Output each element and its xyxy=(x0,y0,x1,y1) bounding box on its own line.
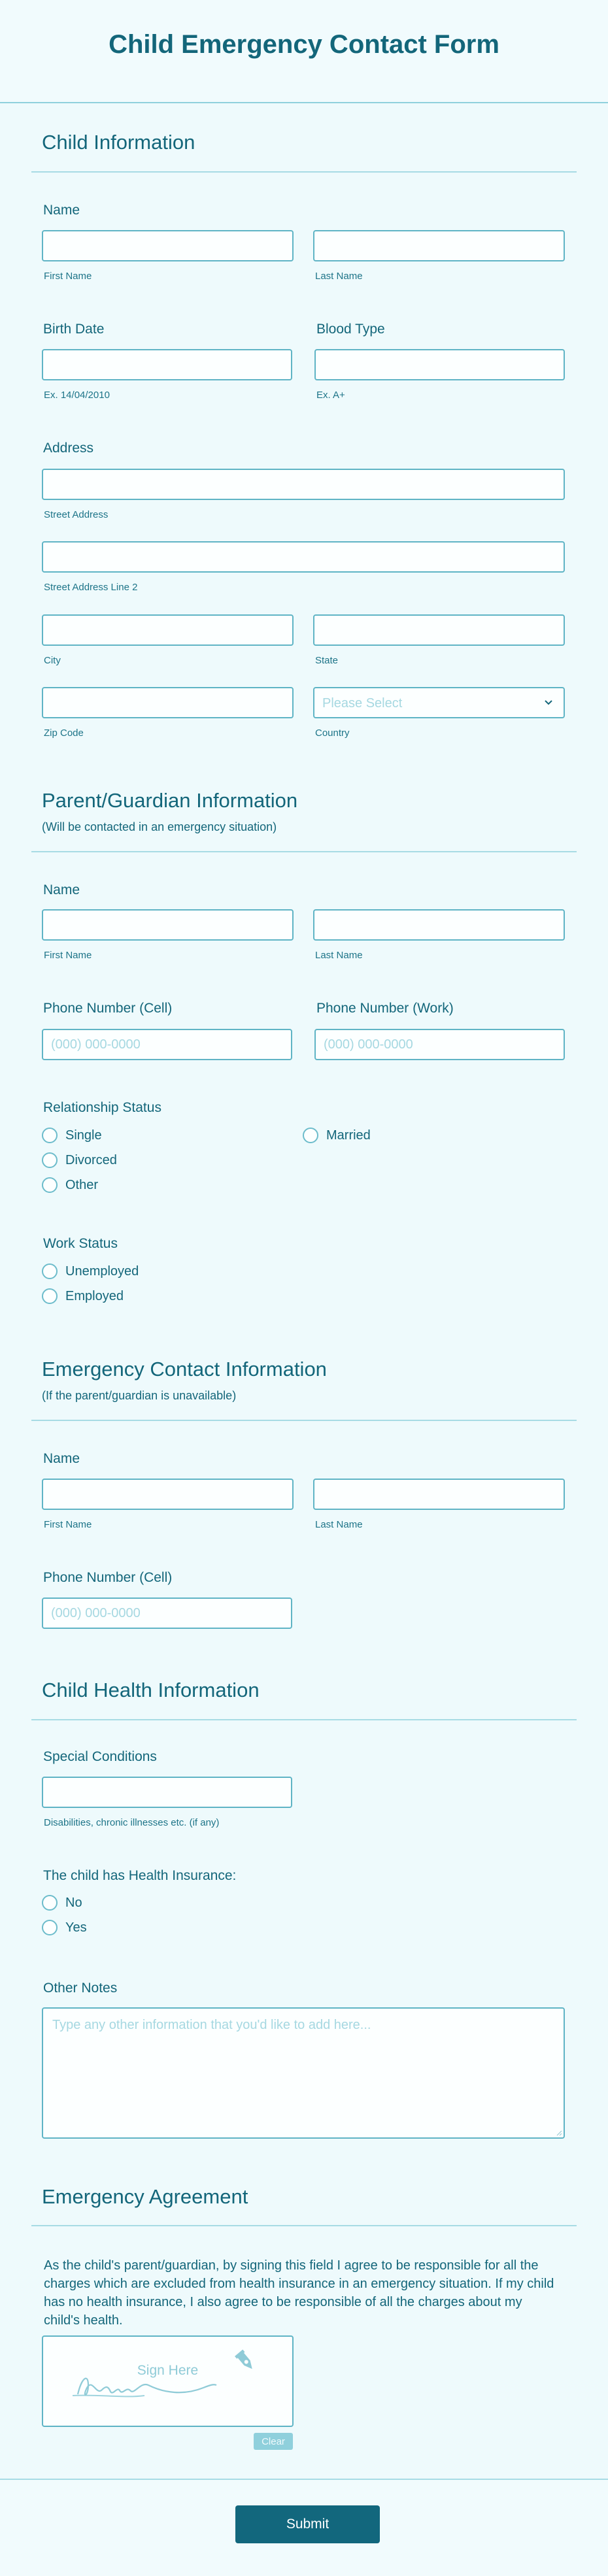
child-first-name-sublabel: First Name xyxy=(44,271,92,282)
radio-circle[interactable] xyxy=(42,1128,58,1143)
parent-phone-cell-label: Phone Number (Cell) xyxy=(43,1001,173,1016)
birth-date-label: Birth Date xyxy=(43,322,105,337)
city-input[interactable] xyxy=(42,614,294,646)
child-name-label: Name xyxy=(43,203,80,218)
radio-label: Married xyxy=(326,1128,371,1143)
child-section-divider xyxy=(31,171,577,173)
parent-phone-work-label: Phone Number (Work) xyxy=(316,1001,454,1016)
parent-section-divider xyxy=(31,851,577,852)
birth-date-input[interactable] xyxy=(42,349,292,380)
relationship-option-other[interactable] xyxy=(42,1177,98,1193)
state-sublabel: State xyxy=(315,655,339,666)
relationship-option-married[interactable] xyxy=(303,1128,371,1143)
radio-circle[interactable] xyxy=(42,1263,58,1279)
blood-type-label: Blood Type xyxy=(316,322,385,337)
street-address-2-sublabel: Street Address Line 2 xyxy=(44,582,138,593)
other-notes-textarea[interactable] xyxy=(42,2007,565,2139)
sign-here-label: Sign Here xyxy=(137,2363,199,2378)
state-input[interactable] xyxy=(313,614,565,646)
agreement-section-divider xyxy=(31,2225,577,2226)
blood-type-sublabel: Ex. A+ xyxy=(316,390,345,401)
relationship-option-divorced[interactable] xyxy=(42,1152,117,1168)
child-last-name-input[interactable] xyxy=(313,230,565,261)
signature-pad[interactable] xyxy=(42,2335,294,2427)
zip-code-sublabel: Zip Code xyxy=(44,728,84,739)
country-select-placeholder: Please Select xyxy=(322,696,403,711)
radio-circle[interactable] xyxy=(42,1177,58,1193)
submit-button[interactable]: Submit xyxy=(235,2505,380,2543)
parent-first-name-input[interactable] xyxy=(42,909,294,941)
city-sublabel: City xyxy=(44,655,61,666)
insurance-option-no[interactable] xyxy=(42,1895,82,1911)
emergency-section-subtitle: (If the parent/guardian is unavailable) xyxy=(42,1389,237,1402)
health-insurance-label: The child has Health Insurance: xyxy=(43,1868,237,1883)
address-label: Address xyxy=(43,441,94,456)
radio-label: Yes xyxy=(65,1920,87,1935)
special-conditions-sublabel: Disabilities, chronic illnesses etc. (if any) xyxy=(44,1817,220,1828)
footer-divider xyxy=(0,2479,608,2480)
agreement-text: As the child's parent/guardian, by signing this field I agree to be responsible for all the charges which are excluded from health insurance in an emergency situation. If my child has no health insurance, I also agree to be responsible of all the charges about my child's health. xyxy=(44,2258,554,2328)
parent-first-name-sublabel: First Name xyxy=(44,950,92,961)
emergency-section-divider xyxy=(31,1420,577,1421)
radio-label: Other xyxy=(65,1177,99,1192)
country-select[interactable] xyxy=(313,687,565,718)
insurance-option-yes[interactable] xyxy=(42,1920,87,1935)
health-section-divider xyxy=(31,1719,577,1720)
street-address-sublabel: Street Address xyxy=(44,509,109,520)
radio-label: Divorced xyxy=(65,1152,117,1167)
parent-phone-cell-input[interactable] xyxy=(42,1029,292,1060)
emergency-name-label: Name xyxy=(43,1451,80,1466)
radio-label: Unemployed xyxy=(65,1263,139,1279)
resize-grip-icon[interactable] xyxy=(554,2128,562,2136)
health-section-title: Child Health Information xyxy=(42,1679,260,1701)
parent-section-title: Parent/Guardian Information xyxy=(42,789,298,812)
parent-phone-work-input[interactable] xyxy=(314,1029,565,1060)
emergency-last-name-input[interactable] xyxy=(313,1479,565,1510)
emergency-phone-input[interactable] xyxy=(42,1597,292,1629)
work-option-unemployed[interactable] xyxy=(42,1263,139,1279)
radio-label: No xyxy=(65,1895,82,1910)
emergency-first-name-input[interactable] xyxy=(42,1479,294,1510)
radio-circle[interactable] xyxy=(303,1128,318,1143)
radio-circle[interactable] xyxy=(42,1152,58,1168)
emergency-section-title: Emergency Contact Information xyxy=(42,1358,327,1380)
parent-last-name-input[interactable] xyxy=(313,909,565,941)
radio-label: Employed xyxy=(65,1288,124,1303)
clear-signature-button[interactable]: Clear xyxy=(254,2433,293,2450)
special-conditions-label: Special Conditions xyxy=(43,1749,157,1764)
work-status-label: Work Status xyxy=(43,1236,118,1251)
relationship-status-label: Relationship Status xyxy=(43,1100,161,1115)
radio-circle[interactable] xyxy=(42,1288,58,1304)
parent-section-subtitle: (Will be contacted in an emergency situation) xyxy=(42,820,277,833)
pen-icon xyxy=(233,2349,262,2377)
special-conditions-input[interactable] xyxy=(42,1777,292,1808)
parent-name-label: Name xyxy=(43,882,80,897)
blood-type-input[interactable] xyxy=(314,349,565,380)
emergency-last-name-sublabel: Last Name xyxy=(315,1519,363,1530)
emergency-first-name-sublabel: First Name xyxy=(44,1519,92,1530)
emergency-phone-label: Phone Number (Cell) xyxy=(43,1570,173,1585)
chevron-down-icon xyxy=(543,696,554,708)
street-address-2-input[interactable] xyxy=(42,541,565,573)
radio-circle[interactable] xyxy=(42,1920,58,1935)
zip-code-input[interactable] xyxy=(42,687,294,718)
child-section-title: Child Information xyxy=(42,131,195,154)
child-first-name-input[interactable] xyxy=(42,230,294,261)
agreement-section-title: Emergency Agreement xyxy=(42,2185,248,2208)
relationship-option-single[interactable] xyxy=(42,1128,102,1143)
street-address-input[interactable] xyxy=(42,469,565,500)
work-option-employed[interactable] xyxy=(42,1288,124,1304)
radio-label: Single xyxy=(65,1128,102,1143)
other-notes-label: Other Notes xyxy=(43,1981,118,1996)
child-last-name-sublabel: Last Name xyxy=(315,271,363,282)
birth-date-sublabel: Ex. 14/04/2010 xyxy=(44,390,110,401)
country-sublabel: Country xyxy=(315,728,350,739)
parent-last-name-sublabel: Last Name xyxy=(315,950,363,961)
form-title: Child Emergency Contact Form xyxy=(109,30,499,59)
radio-circle[interactable] xyxy=(42,1895,58,1911)
